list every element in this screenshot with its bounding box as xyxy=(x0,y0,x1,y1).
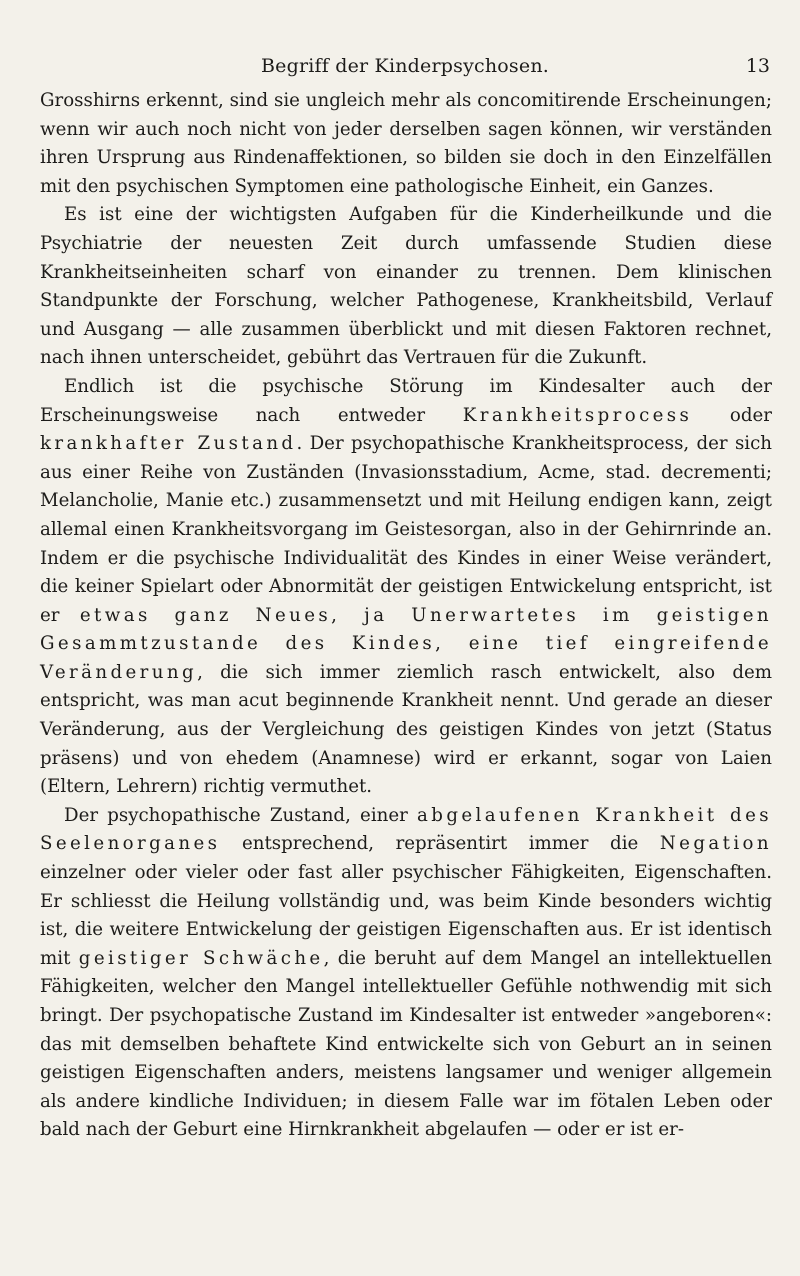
paragraph-krankheitsprocess xyxy=(40,373,772,802)
text-run: Grosshirns erkennt, sind sie ungleich mehr als concomitirende Erscheinungen; wenn wir auch noch nicht von jeder derselben sagen können, wir verständen ihren Ursprung aus Rindenaffektionen, so bilden sie doch in den Einzelfällen mit den psychischen Symptomen eine pathologische Einheit, ein Ganzes. xyxy=(40,90,772,197)
text-run: Der psychopathische Zustand, einer xyxy=(64,804,418,826)
running-title: Begriff der Kinderpsychosen. xyxy=(261,55,549,77)
text-run: entsprechend, repräsentirt immer die xyxy=(220,833,660,855)
spaced-term: etwas ganz Neues, ja Unerwartetes im geistigen Gesammtzustande des Kindes, eine tief eingreifende Veränderung xyxy=(40,604,772,683)
running-header xyxy=(40,48,770,84)
spaced-term: geistiger Schwäche xyxy=(78,947,324,969)
text-run: . Der psychopathische Krankheitsprocess, der sich aus einer Reihe von Zuständen (Invasionsstadium, Acme, stad. decrementi; Melancholie, Manie etc.) zusammensetzt und mit Heilung endigen kann, zeigt allemal einen Krankheitsvorgang im Geistesorgan, also in der Gehirnrinde an. Indem er die psychische Individualität des Kindes in einer Weise verändert, die keiner Spielart oder Abnormität der geistigen Entwickelung entspricht, ist er xyxy=(40,433,773,626)
paragraph-continuation xyxy=(40,87,772,201)
text-run: Endlich ist die psychische Störung im Kindesalter auch der Erscheinungsweise nach entweder xyxy=(40,375,772,426)
text-run: einzelner oder vieler oder fast aller psychischer Fähigkeiten, Eigenschaften. Er schliesst die Heilung vollständig und, was beim Kinde besonders wichtig ist, die weitere Entwickelung der geistigen Eigenschaften aus. Er ist identisch mit xyxy=(40,862,772,969)
paragraph-aufgaben xyxy=(40,201,772,373)
spaced-term: krankhafter Zustand xyxy=(40,433,297,455)
text-run: oder xyxy=(692,404,772,426)
page-number: 13 xyxy=(745,55,770,77)
spaced-term: abgelaufenen Krankheit des Seelenorganes xyxy=(40,804,772,855)
paragraph-zustand xyxy=(40,802,772,1145)
text-run: , die sich immer ziemlich rasch entwickelt, also dem entspricht, was man acut beginnende Krankheit nennt. Und gerade an dieser Veränderung, aus der Vergleichung des geistigen Kindes von jetzt (Status präsens) und von ehedem (Anamnese) wird er erkannt, sogar von Laien (Eltern, Lehrern) richtig vermuthet. xyxy=(40,661,772,798)
body-text xyxy=(40,87,772,1145)
spaced-term: Krankheitsprocess xyxy=(462,404,693,426)
text-run: , die beruht auf dem Mangel an intellektuellen Fähigkeiten, welcher den Mangel intellektueller Gefühle nothwendig mit sich bringt. Der psychopatische Zustand im Kindesalter ist entweder »angeboren«: das mit demselben behaftete Kind entwickelte sich von Geburt an in seinen geistigen Eigenschaften anders, meistens langsamer und weniger allgemein als andere kindliche Individuen; in diesem Falle war im fötalen Leben oder bald nach der Geburt eine Hirnkrankheit abgelaufen — oder er ist er- xyxy=(40,947,773,1141)
text-run: Es ist eine der wichtigsten Aufgaben für die Kinderheilkunde und die Psychiatrie der neuesten Zeit durch umfassende Studien diese Krankheitseinheiten scharf von einander zu trennen. Dem klinischen Standpunkte der Forschung, welcher Pathogenese, Krankheitsbild, Verlauf und Ausgang — alle zusammen überblickt und mit diesen Faktoren rechnet, nach ihnen unterscheidet, gebührt das Vertrauen für die Zukunft. xyxy=(40,204,772,369)
spaced-term: Negation xyxy=(659,833,772,855)
